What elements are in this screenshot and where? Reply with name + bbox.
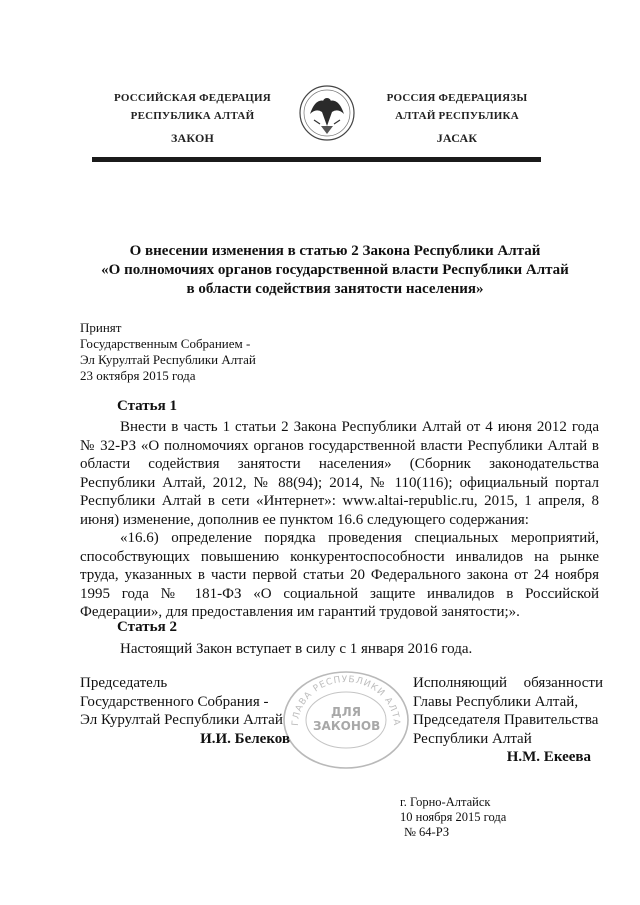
signature-left-line-2: Государственного Собрания - [80,693,269,710]
header-country-ru: РОССИЙСКАЯ ФЕДЕРАЦИЯ [114,92,271,104]
stamp-line-2: ЗАКОНОВ [313,719,381,733]
signature-right-name: Н.М. Екеева [506,749,591,766]
adoption-date: 23 октября 2015 года [80,368,196,383]
signature-left-line-1: Председатель [80,675,168,691]
adoption-line-3: Эл Курултай Республики Алтай [80,352,256,367]
signature-right [413,674,603,767]
adoption-block [80,320,340,384]
title-line-1: О внесении изменения в статью 2 Закона Республики Алтай [129,243,541,259]
header-republic-ru: РЕСПУБЛИКА АЛТАЙ [130,110,255,122]
article-1-paragraph-2: «16.6) определение порядка проведения специальных мероприятий, способствующих повышению конкурентоспособности инвалидов на рынке труда, указанных в части первой статьи 20 Федерального закона от 24 ноября 1995 года № 181-ФЗ «О социальной защите инвалидов в Российской Федерации», для предоставления им гарантий трудовой занятости;». [80,530,599,621]
title-line-3: в области содействия занятости населения» [186,281,484,297]
signature-right-line-2: Главы Республики Алтай, [413,693,579,710]
signature-right-line-3: Председателя Правительства [413,712,599,729]
article-1-paragraph-1: Внести в часть 1 статьи 2 Закона Республики Алтай от 4 июня 2012 года № 32-РЗ «О полномочиях органов государственной власти Республики Алтай в области содействия занятости населения» (Сборник законодательства Республики Алтай, 2012, № 88(94); 2014, № 110(116); официальный портал Республики Алтай в сети «Интернет»: www.altai-republic.ru, 2015, 1 апреля, 8 июня) изменение, дополнив ее пунктом 16.6 следующего содержания: [80,419,599,528]
footer-date: 10 ноября 2015 года [400,810,507,824]
stamp-center-text [313,705,379,733]
header-doc-type-ru: ЗАКОН [170,131,215,145]
header-doc-type-alt: JАСАК [436,131,478,145]
header-country-alt: РОССИЯ ФЕДЕРАЦИЯЗЫ [386,92,528,104]
title-line-2: «О полномочиях органов государственной власти Республики Алтай [101,262,569,278]
adoption-line-2: Государственным Собранием - [80,336,251,351]
document-title [80,242,590,299]
footer-city: г. Горно-Алтайск [400,795,491,809]
signature-right-line-4: Республики Алтай [413,730,532,747]
article-2-heading: Статья 2 [117,619,177,635]
adoption-line-1: Принят [80,320,122,335]
header-divider [92,157,541,162]
signature-left-line-3: Эл Курултай Республики Алтай [80,712,283,729]
svg-text:ГЛАВА РЕСПУБЛИКИ АЛТАЙ: ГЛАВА РЕСПУБЛИКИ АЛТА [290,674,402,727]
coat-of-arms-icon [296,80,358,146]
signature-left [80,674,290,748]
header-republic-alt: АЛТАЙ РЕСПУБЛИКА [395,110,519,122]
article-1-heading: Статья 1 [117,398,177,414]
document-footer [400,795,560,840]
signature-left-name: И.И. Белеков [200,730,290,747]
footer-number: № 64-РЗ [404,825,450,839]
article-2-paragraph-1: Настоящий Закон вступает в силу с 1 января 2016 года. [120,641,473,657]
stamp-line-1: ДЛЯ [331,705,361,719]
signature-right-line-1: Исполняющий обязанности [413,675,603,691]
